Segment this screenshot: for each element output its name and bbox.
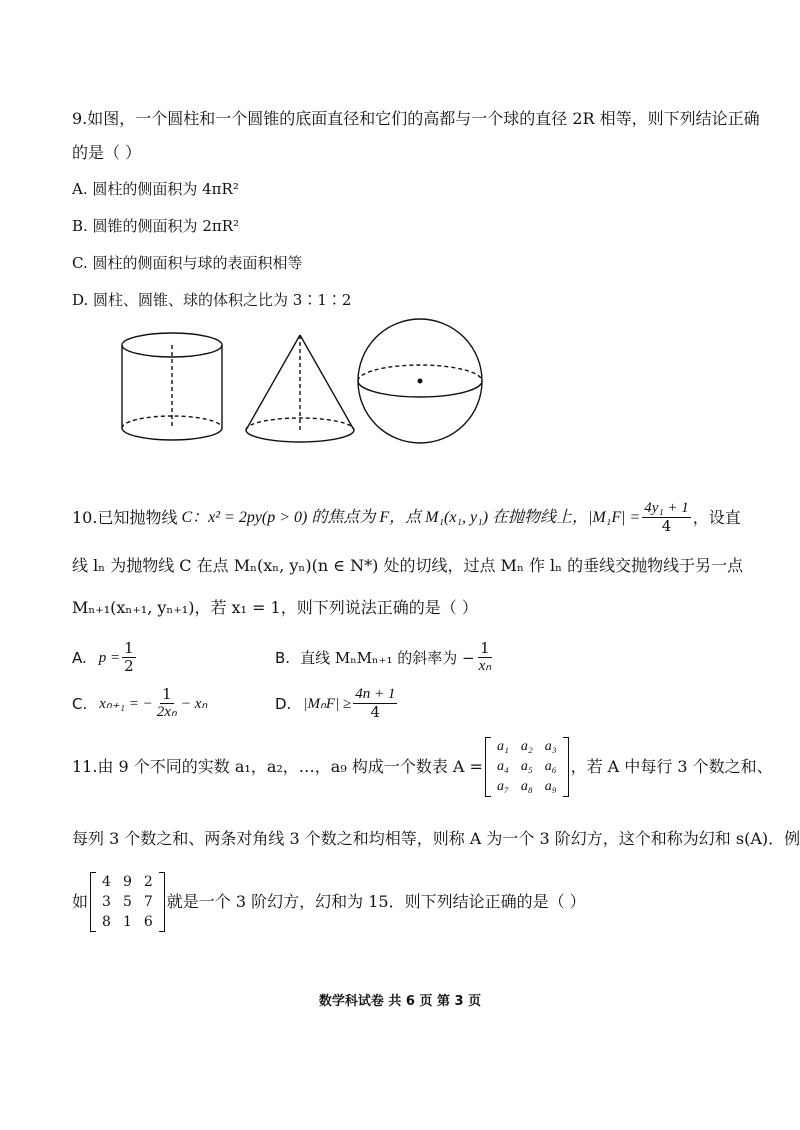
matrix-b-cell: 5 xyxy=(122,894,132,910)
matrix-a-table xyxy=(491,737,563,797)
q10-line1 xyxy=(72,500,741,535)
page-footer: 数学科试卷 共 6 页 第 3 页 xyxy=(318,994,482,1009)
matrix-a-cell: a₂ xyxy=(520,739,533,754)
q9-option-b: B. 圆锥的侧面积为 2πR² xyxy=(72,217,240,235)
q10-option-a xyxy=(72,640,138,675)
matrix-a xyxy=(485,737,569,797)
q9-option-a: A. 圆柱的侧面积为 4πR² xyxy=(72,180,239,198)
q11-line3-a: 如 xyxy=(72,892,89,911)
q11-line3-b: 就是一个 3 阶幻方，幻和为 15．则下列结论正确的是（ ） xyxy=(166,892,586,911)
q10-option-a-label: A. xyxy=(72,648,87,667)
q10-option-d xyxy=(275,686,399,721)
q9-option-d: D. 圆柱、圆锥、球的体积之比为 3∶1∶2 xyxy=(72,291,352,309)
matrix-a-cell: a₅ xyxy=(520,759,533,774)
q10-option-b-num: 1 xyxy=(480,639,490,657)
matrix-b-table xyxy=(96,872,159,932)
q10-line2: 线 lₙ 为抛物线 C 在点 Mₙ(xₙ, yₙ)(n ∈ N*) 处的切线，过点 Mₙ 作 lₙ 的垂线交抛物线于另一点 xyxy=(72,556,744,575)
matrix-a-cell: a₉ xyxy=(544,779,557,794)
matrix-b-cell: 1 xyxy=(122,914,132,930)
q10-option-d-num: 4n + 1 xyxy=(355,686,396,702)
q10-line1-a: 10.已知抛物线 xyxy=(72,507,178,527)
q10-option-c-text2: − xₙ xyxy=(180,695,208,712)
matrix-b xyxy=(90,872,165,932)
q9-stem-line1: 9.如图，一个圆柱和一个圆锥的底面直径和它们的高都与一个球的直径 2R 相等，则下列结论正确 xyxy=(72,109,760,128)
q10-option-a-text: p = xyxy=(98,649,121,666)
q10-option-b-label: B. xyxy=(275,648,291,667)
matrix-b-cell: 4 xyxy=(102,874,111,890)
matrix-a-cell: a₄ xyxy=(496,759,509,774)
q11-line1-a: 11.由 9 个不同的实数 a₁，a₂，…，a₉ 构成一个数表 A = xyxy=(72,757,483,776)
q10-option-b-text: 直线 MₙMₙ₊₁ 的斜率为 − xyxy=(300,648,475,667)
matrix-b-cell: 3 xyxy=(102,894,111,910)
q10-option-a-frac xyxy=(122,640,136,675)
q9-figures xyxy=(110,315,510,465)
q10-option-d-frac xyxy=(353,686,397,721)
cone-figure xyxy=(246,335,354,442)
matrix-a-cell: a₈ xyxy=(520,779,533,794)
matrix-a-right-bracket xyxy=(563,737,569,797)
matrix-b-cell: 7 xyxy=(143,894,153,910)
q9-option-c: C. 圆柱的侧面积与球的表面积相等 xyxy=(72,254,303,272)
q10-frac1-num: 4y₁ + 1 xyxy=(644,500,689,516)
q10-option-c-text1: xₙ₊₁ = − xyxy=(99,695,153,712)
q10-option-a-den: 2 xyxy=(124,657,134,675)
q10-line1-c: ，设直 xyxy=(692,507,741,527)
matrix-a-cell: a₃ xyxy=(544,739,557,754)
matrix-b-cell: 6 xyxy=(143,914,153,930)
q10-option-c xyxy=(72,686,207,721)
q10-option-c-frac xyxy=(155,686,179,721)
matrix-a-cell: a₆ xyxy=(544,759,557,774)
q10-option-b-frac xyxy=(477,640,494,675)
q10-frac1 xyxy=(642,500,691,535)
matrix-a-cell: a₇ xyxy=(496,779,509,794)
q10-line1-b: C：x² = 2py(p > 0) 的焦点为 F，点 M₁(x₁, y₁) 在抛物线上，|M₁F| = xyxy=(181,508,641,526)
q10-frac1-den: 4 xyxy=(661,517,672,535)
matrix-b-cell: 2 xyxy=(143,874,153,890)
q10-option-d-label: D. xyxy=(275,694,292,713)
q11-line1-b: ，若 A 中每行 3 个数之和、 xyxy=(570,757,773,776)
q9-stem-line2: 的是（ ） xyxy=(72,143,142,162)
q10-option-b xyxy=(275,640,495,675)
q10-line3: Mₙ₊₁(xₙ₊₁, yₙ₊₁)，若 x₁ = 1，则下列说法正确的是（ ） xyxy=(72,598,478,617)
q10-option-d-den: 4 xyxy=(370,703,381,721)
matrix-b-cell: 8 xyxy=(102,914,111,930)
matrix-b-right-bracket xyxy=(159,872,165,932)
sphere-figure xyxy=(358,319,482,443)
q11-line1 xyxy=(72,737,773,797)
cylinder-figure xyxy=(122,333,222,440)
matrix-a-cell: a₁ xyxy=(496,739,509,754)
q10-option-c-den: 2xₙ xyxy=(156,704,177,720)
q10-option-c-label: C. xyxy=(72,694,88,713)
q10-option-b-den: xₙ xyxy=(478,658,492,674)
q11-line2: 每列 3 个数之和、两条对角线 3 个数之和均相等，则称 A 为一个 3 阶幻方，这个和称为幻和 s(A)．例 xyxy=(72,829,800,848)
matrix-b-cell: 9 xyxy=(122,874,132,890)
q10-option-a-num: 1 xyxy=(124,639,134,657)
q10-option-d-text: |MₙF| ≥ xyxy=(303,695,352,712)
q11-line3 xyxy=(72,872,586,932)
q10-option-c-num: 1 xyxy=(162,685,172,703)
